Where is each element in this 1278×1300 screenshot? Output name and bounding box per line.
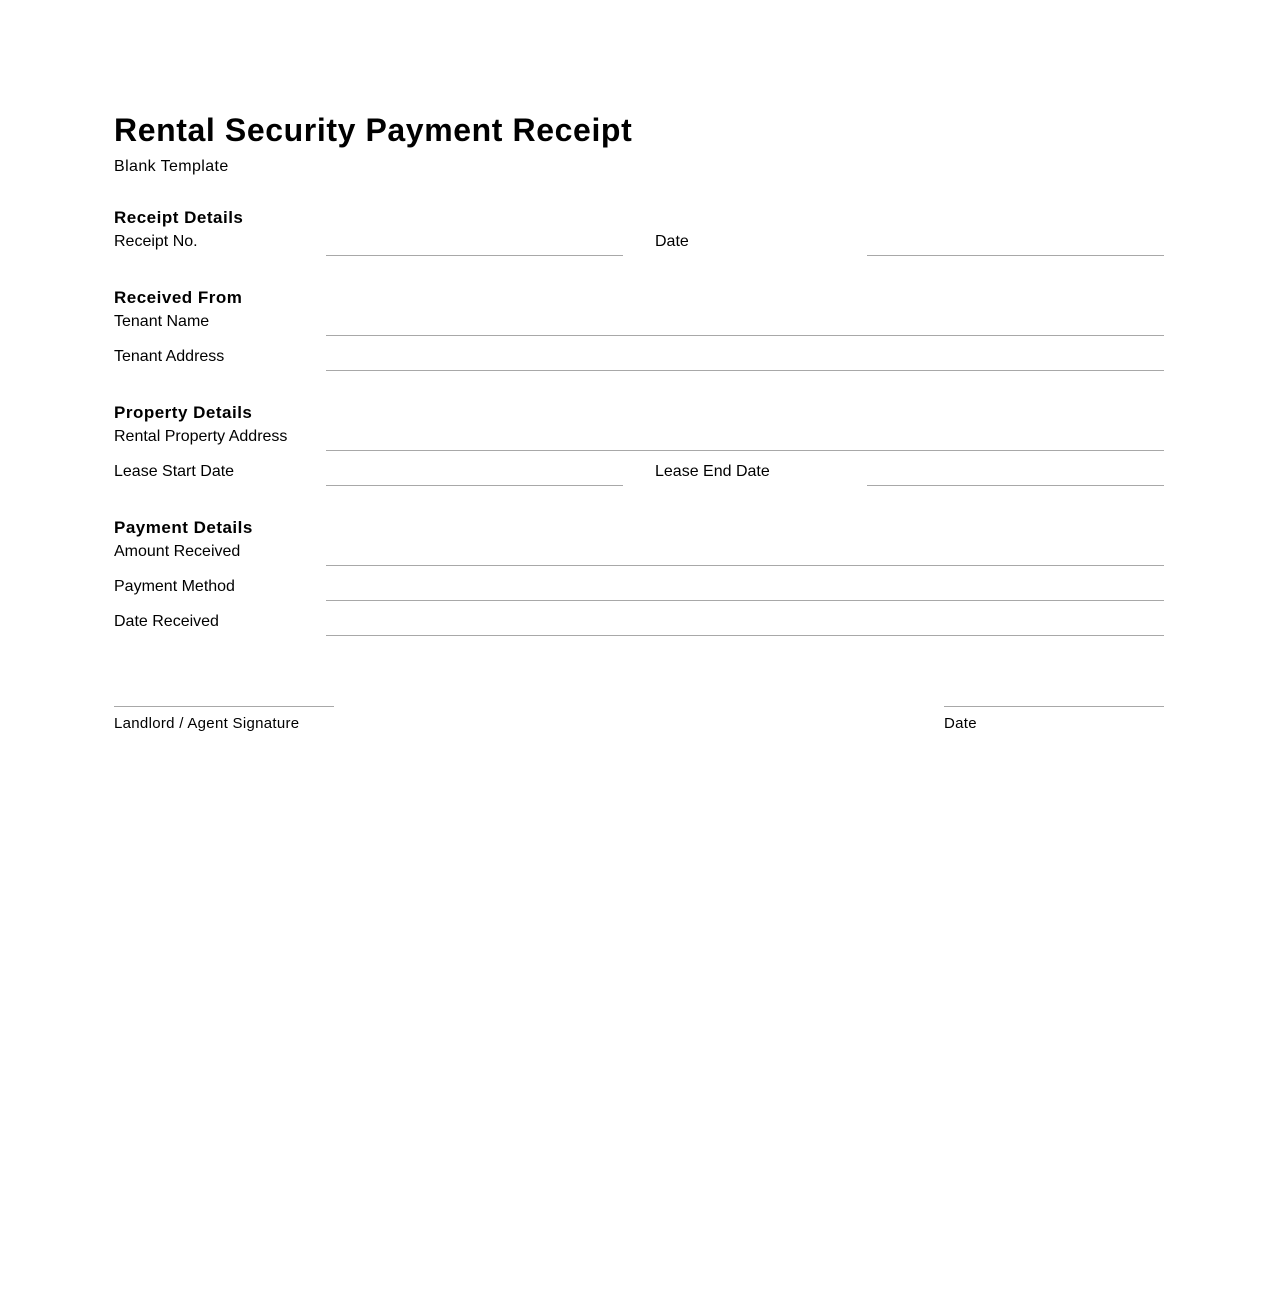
tenant-address-field[interactable] <box>326 370 1164 371</box>
payment-method-label: Payment Method <box>114 578 235 595</box>
signature-date-line[interactable] <box>944 706 1164 707</box>
amount-received-field[interactable] <box>326 565 1164 566</box>
rental-property-address-field[interactable] <box>326 450 1164 451</box>
lease-end-date-label: Lease End Date <box>655 463 770 480</box>
section-title-receipt-details: Receipt Details <box>114 208 244 227</box>
lease-start-date-field[interactable] <box>326 485 623 486</box>
date-received-field[interactable] <box>326 635 1164 636</box>
signature-date-label: Date <box>944 715 977 732</box>
tenant-address-label: Tenant Address <box>114 348 225 365</box>
tenant-name-label: Tenant Name <box>114 313 210 330</box>
signature-label: Landlord / Agent Signature <box>114 715 300 732</box>
page-title: Rental Security Payment Receipt <box>114 112 633 148</box>
lease-start-date-label: Lease Start Date <box>114 463 235 480</box>
date-received-label: Date Received <box>114 613 219 630</box>
date-label: Date <box>655 233 689 250</box>
section-title-received-from: Received From <box>114 288 243 307</box>
signature-line[interactable] <box>114 706 334 707</box>
payment-method-field[interactable] <box>326 600 1164 601</box>
receipt-no-field[interactable] <box>326 255 623 256</box>
rental-property-address-label: Rental Property Address <box>114 428 288 445</box>
section-title-property-details: Property Details <box>114 403 253 422</box>
date-field[interactable] <box>867 255 1164 256</box>
page-subtitle: Blank Template <box>114 158 229 175</box>
amount-received-label: Amount Received <box>114 543 241 560</box>
tenant-name-field[interactable] <box>326 335 1164 336</box>
receipt-no-label: Receipt No. <box>114 233 198 250</box>
section-title-payment-details: Payment Details <box>114 518 253 537</box>
lease-end-date-field[interactable] <box>867 485 1164 486</box>
